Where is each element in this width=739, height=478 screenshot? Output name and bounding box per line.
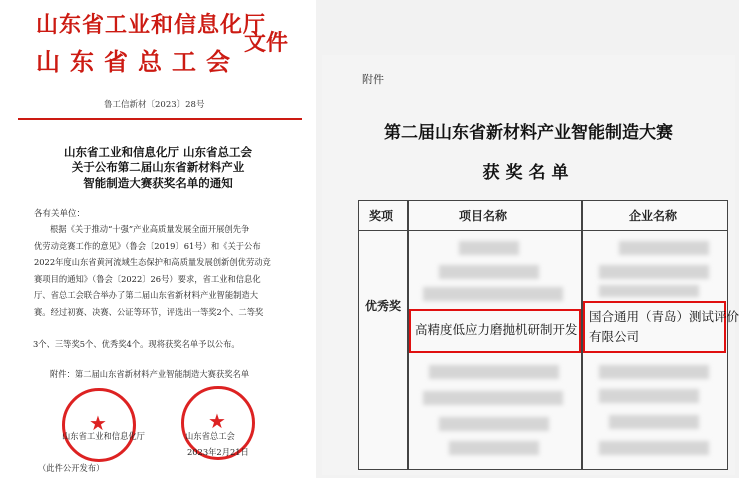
public-note: （此件公开发布） [38, 463, 105, 473]
attachment-line: 附件：第二届山东省新材料产业智能制造大赛获奖名单 [50, 369, 250, 379]
issuer-header-1: 山东省工业和信息化厅 [36, 13, 267, 38]
project-name: 高精度低应力磨抛机研制开发 [415, 322, 578, 337]
list-title-2: 获奖名单 [482, 163, 575, 183]
notice-title-3: 智能制造大赛获奖名单的通知 [83, 176, 233, 190]
star-icon: ★ [208, 409, 226, 433]
redacted-cell [599, 285, 699, 297]
redacted-cell [439, 265, 539, 279]
attachment-label: 附件 [362, 73, 384, 86]
notice-document [0, 0, 316, 478]
redacted-cell [599, 389, 699, 403]
redacted-cell [609, 415, 699, 429]
signature-right: 山东省总工会 [185, 431, 235, 441]
redacted-cell [423, 287, 563, 301]
star-icon: ★ [89, 411, 107, 435]
redacted-cell [619, 241, 709, 255]
header-company: 企业名称 [629, 209, 678, 223]
body-line: 优劳动竞赛工作的意见》（鲁会〔2019〕61号）和《关于公布 [34, 240, 261, 251]
header-project: 项目名称 [459, 209, 508, 223]
redacted-cell [423, 391, 563, 405]
signature-left: 山东省工业和信息化厅 [62, 431, 145, 441]
body-line: 厅、省总工会联合举办了第二届山东省新材料产业智能制造大 [34, 290, 259, 300]
list-title-1: 第二届山东省新材料产业智能制造大赛 [384, 123, 673, 143]
body-line: 赛。经过初赛、决赛、公证等环节，评选出一等奖2个、二等奖 [34, 306, 264, 317]
redacted-cell [449, 441, 539, 455]
issue-date: 2023年2月21日 [187, 447, 249, 457]
company-name-line1: 国合通用（青岛）测试评价 [589, 309, 739, 324]
body-paragraph [34, 221, 296, 320]
salutation: 各有关单位： [34, 209, 86, 219]
redacted-cell [599, 365, 709, 379]
document-suffix: 文件 [244, 31, 289, 56]
company-name-line2: 有限公司 [589, 329, 640, 344]
header-award: 奖项 [369, 209, 394, 223]
body-line: 根据《关于推动“十强”产业高质量发展全面开展创先争 [50, 224, 250, 234]
document-number: 鲁工信新材〔2023〕28号 [104, 100, 205, 110]
redacted-cell [439, 417, 549, 431]
body-line: 2022年度山东省黄河流域生态保护和高质量发展创新创优劳动竞 [34, 257, 271, 267]
redacted-cell [599, 265, 709, 279]
notice-title-1: 山东省工业和信息化厅 山东省总工会 [63, 145, 252, 159]
redacted-cell [459, 241, 519, 255]
red-divider [18, 118, 302, 120]
issuer-header-2: 山东省总工会 [36, 48, 240, 76]
award-table [358, 200, 739, 470]
body-line: 赛项目的通知》（鲁会〔2022〕26号）要求，省工业和信息化 [34, 273, 261, 284]
notice-title-2: 关于公布第二届山东省新材料产业 [71, 160, 245, 174]
official-seal-left [62, 388, 136, 462]
redacted-cell [429, 365, 559, 379]
award-category: 优秀奖 [365, 299, 402, 313]
redacted-cell [599, 441, 709, 455]
body-last-line: 3个、三等奖5个、优秀奖4个。现将获奖名单予以公布。 [33, 339, 240, 349]
